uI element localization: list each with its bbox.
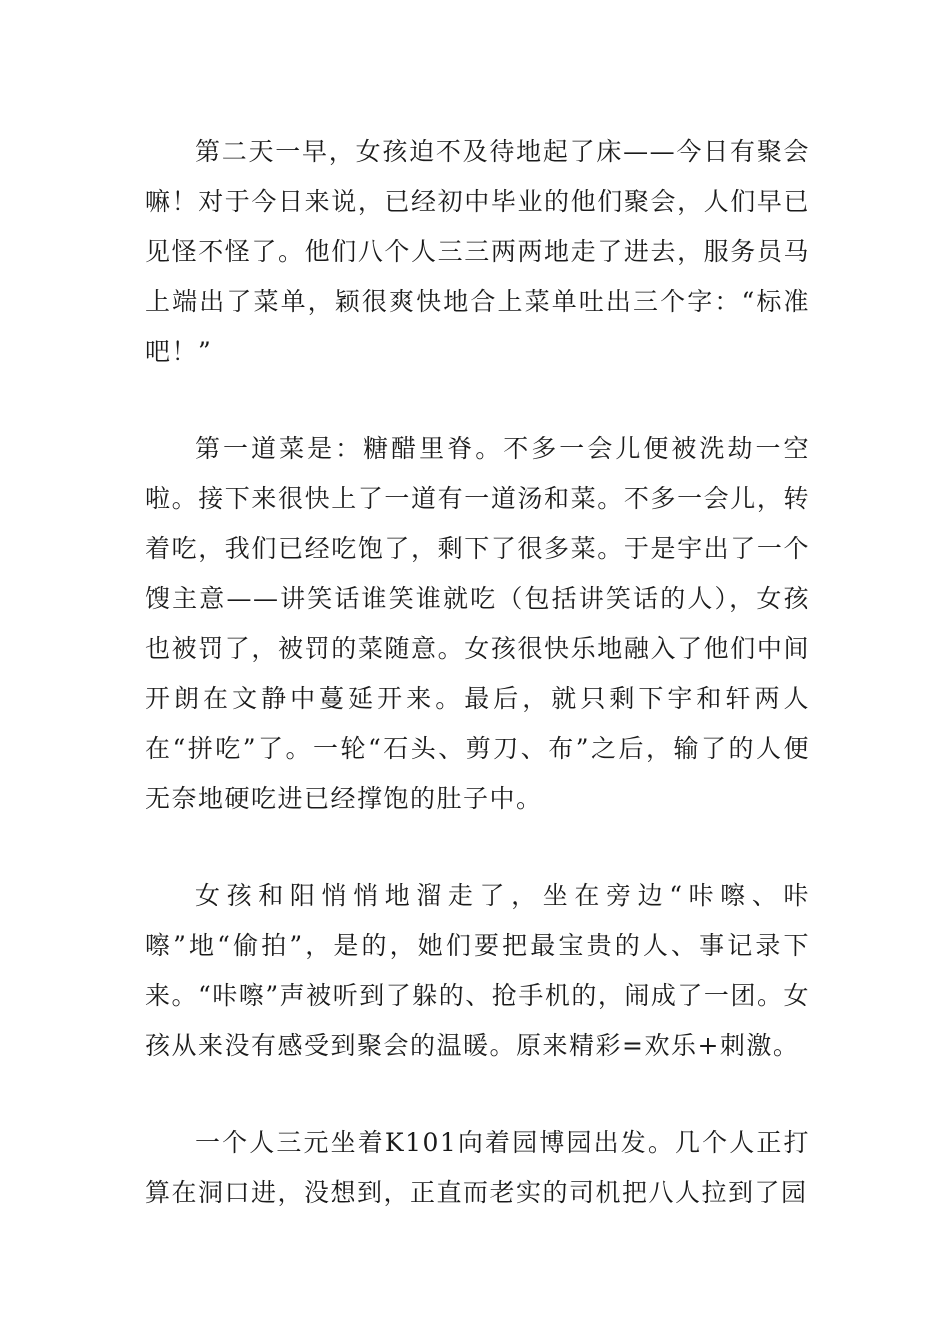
paragraph-4: 一个人三元坐着K101向着园博园出发。几个人正打算在洞口进，没想到，正直而老实的司机把八人拉到了园 [145,1128,810,1207]
paragraph-2: 第一道菜是：糖醋里脊。不多一会儿便被洗劫一空啦。接下来很快上了一道有一道汤和菜。不多一会儿，转着吃，我们已经吃饱了，剩下了很多菜。于是宇出了一个馊主意——讲笑话谁笑谁就吃（包括讲笑话的人），女孩也被罚了，被罚的菜随意。女孩很快乐地融入了他们中间开朗在文静中蔓延开来。最后，就只剩下宇和轩两人在“拼吃”了。一轮“石头、剪刀、布”之后，输了的人便无奈地硬吃进已经撑饱的肚子中。 [145,434,810,813]
paragraph-1: 第二天一早，女孩迫不及待地起了床——今日有聚会嘛！对于今日来说，已经初中毕业的他们聚会，人们早已见怪不怪了。他们八个人三三两两地走了进去，服务员马上端出了菜单，颖很爽快地合上菜单吐出三个字：“标准吧！” [145,137,810,366]
paragraph-3: 女孩和阳悄悄地溜走了，坐在旁边“咔嚓、咔嚓”地“偷拍”，是的，她们要把最宝贵的人、事记录下来。“咔嚓”声被听到了躲的、抢手机的，闹成了一团。女孩从来没有感受到聚会的温暖。原来精彩=欢乐+刺激。 [145,881,810,1060]
